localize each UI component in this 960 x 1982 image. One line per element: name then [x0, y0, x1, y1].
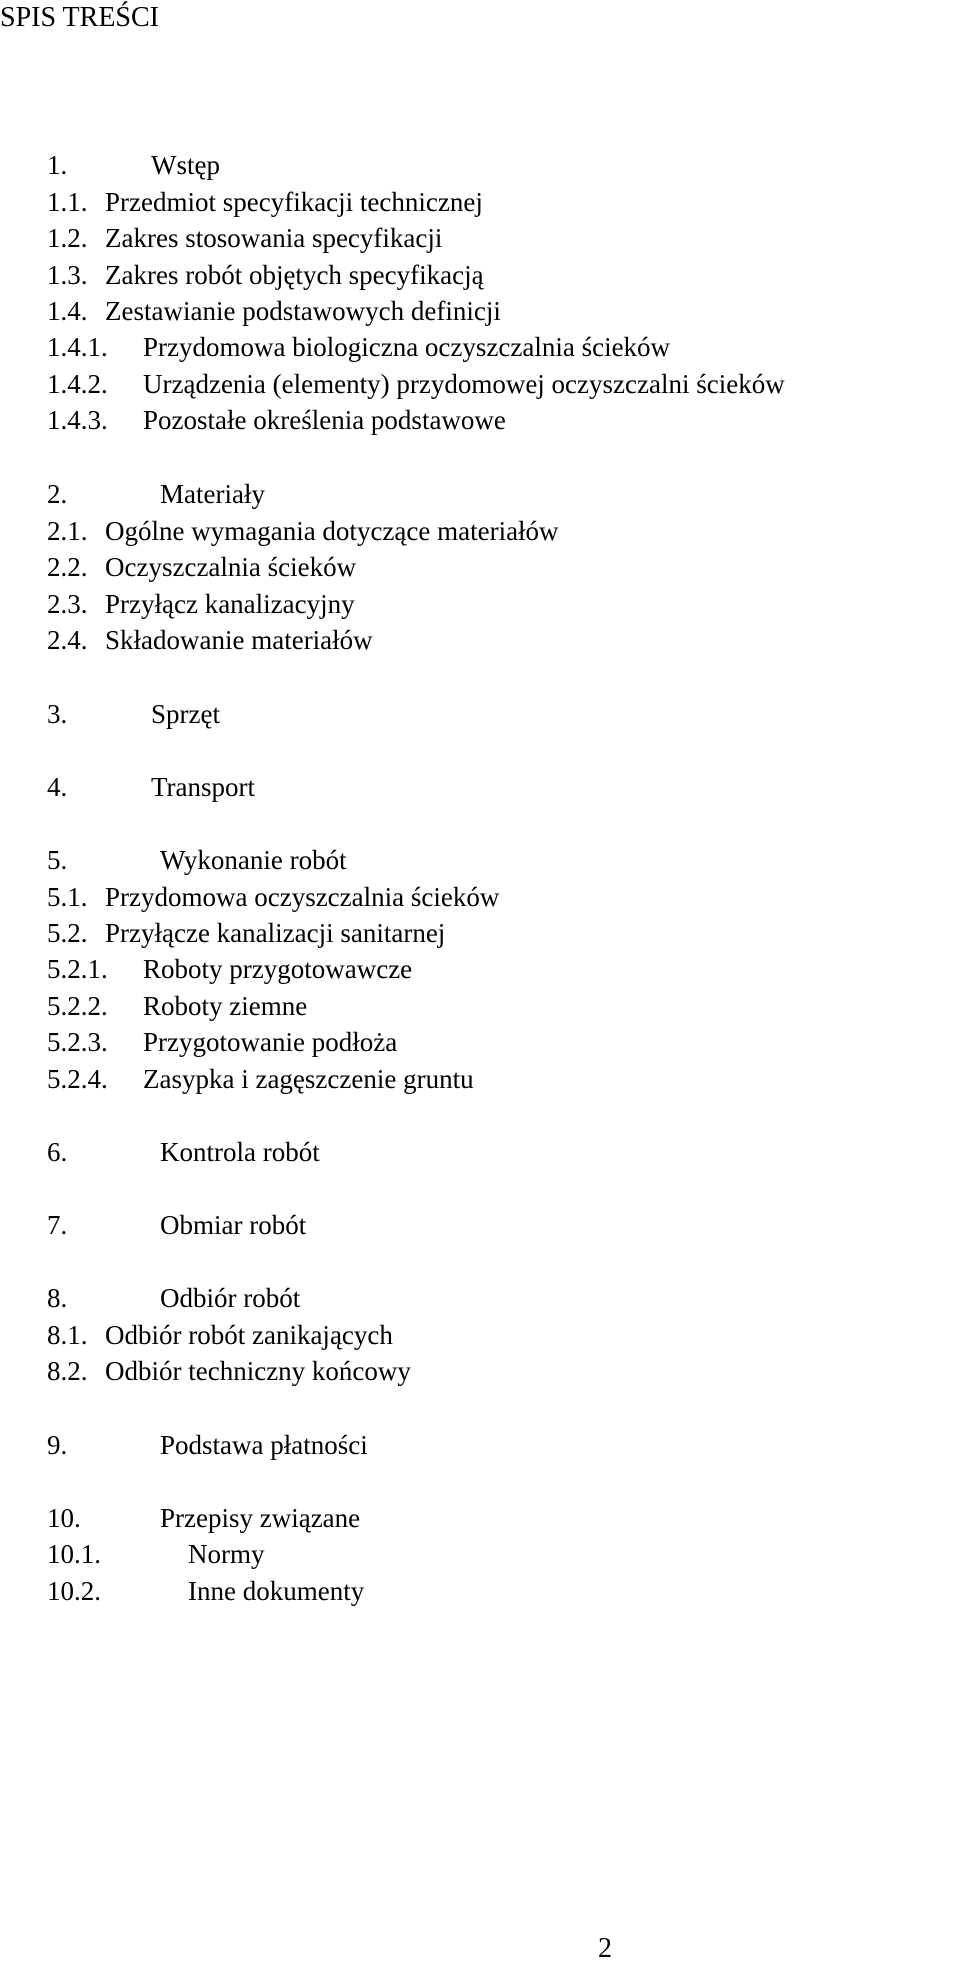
toc-entry-text: Materiały: [160, 479, 265, 509]
toc-entry: [47, 770, 255, 804]
toc-entry: [47, 587, 355, 621]
toc-entry-text: Urządzenia (elementy) przydomowej oczyszczalni ścieków: [143, 369, 785, 399]
toc-entry: [47, 1501, 360, 1535]
toc-entry-text: Zasypka i zagęszczenie gruntu: [143, 1064, 474, 1094]
toc-entry-text: Ogólne wymagania dotyczące materiałów: [105, 516, 559, 546]
toc-entry: [47, 185, 483, 219]
toc-entry-text: Przyłącz kanalizacyjny: [105, 589, 355, 619]
toc-entry-number: 2.2.: [47, 552, 88, 582]
toc-entry-number: 1.4.1.: [47, 332, 108, 362]
toc-entry: [47, 148, 220, 182]
toc-entry: [47, 330, 670, 364]
toc-entry-number: 1.4.2.: [47, 369, 108, 399]
toc-entry-text: Zakres robót objętych specyfikacją: [105, 260, 484, 290]
toc-entry-text: Przydomowa oczyszczalnia ścieków: [105, 882, 500, 912]
toc-entry-number: 9.: [47, 1430, 68, 1460]
toc-entry-number: 5.2.2.: [47, 991, 108, 1021]
toc-entry: [47, 843, 347, 877]
toc-entry-number: 6.: [47, 1137, 68, 1167]
toc-entry-text: Zakres stosowania specyfikacji: [105, 223, 443, 253]
toc-entry-number: 3.: [47, 699, 68, 729]
toc-entry-number: 5.: [47, 845, 68, 875]
toc-entry-text: Wstęp: [151, 150, 220, 180]
toc-entry-text: Sprzęt: [151, 699, 220, 729]
toc-entry-number: 2.3.: [47, 589, 88, 619]
toc-entry-number: 5.2.4.: [47, 1064, 108, 1094]
toc-entry-number: 2.4.: [47, 625, 88, 655]
toc-entry: [47, 294, 501, 328]
toc-entry-text: Przedmiot specyfikacji technicznej: [105, 187, 483, 217]
toc-entry-text: Przydomowa biologiczna oczyszczalnia ścieków: [143, 332, 671, 362]
toc-entry: [47, 1135, 320, 1169]
toc-entry: [47, 550, 356, 584]
toc-entry: [47, 1354, 411, 1388]
toc-entry: [47, 1025, 397, 1059]
toc-entry: [47, 367, 785, 401]
toc-entry: [47, 258, 484, 292]
toc-entry-text: Odbiór robót: [160, 1283, 301, 1313]
toc-entry-number: 1.4.: [47, 296, 88, 326]
toc-entry-number: 7.: [47, 1210, 68, 1240]
toc-entry: [47, 916, 445, 950]
toc-entry: [47, 221, 442, 255]
toc-entry-text: Obmiar robót: [160, 1210, 307, 1240]
toc-entry-text: Normy: [188, 1539, 265, 1569]
toc-entry-number: 5.2.3.: [47, 1027, 108, 1057]
toc-entry-text: Składowanie materiałów: [105, 625, 373, 655]
toc-entry-number: 5.1.: [47, 882, 88, 912]
toc-entry-number: 1.3.: [47, 260, 88, 290]
toc-entry: [47, 880, 499, 914]
toc-entry-text: Roboty ziemne: [143, 991, 308, 1021]
toc-entry-number: 5.2.: [47, 918, 88, 948]
toc-entry-text: Transport: [151, 772, 256, 802]
toc-entry-number: 2.1.: [47, 516, 88, 546]
toc-entry-number: 2.: [47, 479, 68, 509]
toc-entry: [47, 623, 373, 657]
toc-entry-number: 5.2.1.: [47, 954, 108, 984]
toc-entry-text: Zestawianie podstawowych definicji: [105, 296, 501, 326]
toc-entry: [47, 1208, 306, 1242]
page-title: SPIS TREŚCI: [0, 2, 159, 33]
toc-entry-text: Pozostałe określenia podstawowe: [143, 405, 506, 435]
toc-entry: [47, 1574, 364, 1608]
toc-entry-text: Inne dokumenty: [188, 1576, 365, 1606]
toc-entry: [47, 952, 412, 986]
toc-entry: [47, 1318, 393, 1352]
toc-entry-text: Przygotowanie podłoża: [143, 1027, 398, 1057]
toc-entry: [47, 697, 220, 731]
toc-entry: [47, 514, 559, 548]
toc-entry-number: 4.: [47, 772, 68, 802]
toc-entry-text: Kontrola robót: [160, 1137, 320, 1167]
toc-entry: [47, 1281, 300, 1315]
toc-entry: [47, 989, 307, 1023]
toc-entry-text: Odbiór techniczny końcowy: [105, 1356, 411, 1386]
toc-entry-text: Przepisy związane: [160, 1503, 361, 1533]
toc-entry-number: 8.: [47, 1283, 68, 1313]
toc-entry-number: 10.1.: [47, 1539, 101, 1569]
toc-entry-text: Wykonanie robót: [160, 845, 347, 875]
toc-entry-number: 1.4.3.: [47, 405, 108, 435]
toc-entry-number: 8.2.: [47, 1356, 88, 1386]
toc-entry: [47, 1062, 474, 1096]
toc-entry: [47, 1428, 368, 1462]
toc-entry-number: 10.: [47, 1503, 81, 1533]
toc-entry-text: Przyłącze kanalizacji sanitarnej: [105, 918, 446, 948]
toc-entry-text: Podstawa płatności: [160, 1430, 368, 1460]
toc-entry-number: 8.1.: [47, 1320, 88, 1350]
toc-entry-number: 1.: [47, 150, 68, 180]
toc-entry-text: Odbiór robót zanikających: [105, 1320, 393, 1350]
toc-entry-number: 10.2.: [47, 1576, 101, 1606]
toc-entry: [47, 477, 265, 511]
toc-entry-text: Roboty przygotowawcze: [143, 954, 413, 984]
toc-entry-number: 1.1.: [47, 187, 88, 217]
toc-entry: [47, 403, 506, 437]
page-number: 2: [598, 1933, 612, 1964]
toc-entry: [47, 1537, 265, 1571]
toc-entry-number: 1.2.: [47, 223, 88, 253]
toc-entry-text: Oczyszczalnia ścieków: [105, 552, 357, 582]
